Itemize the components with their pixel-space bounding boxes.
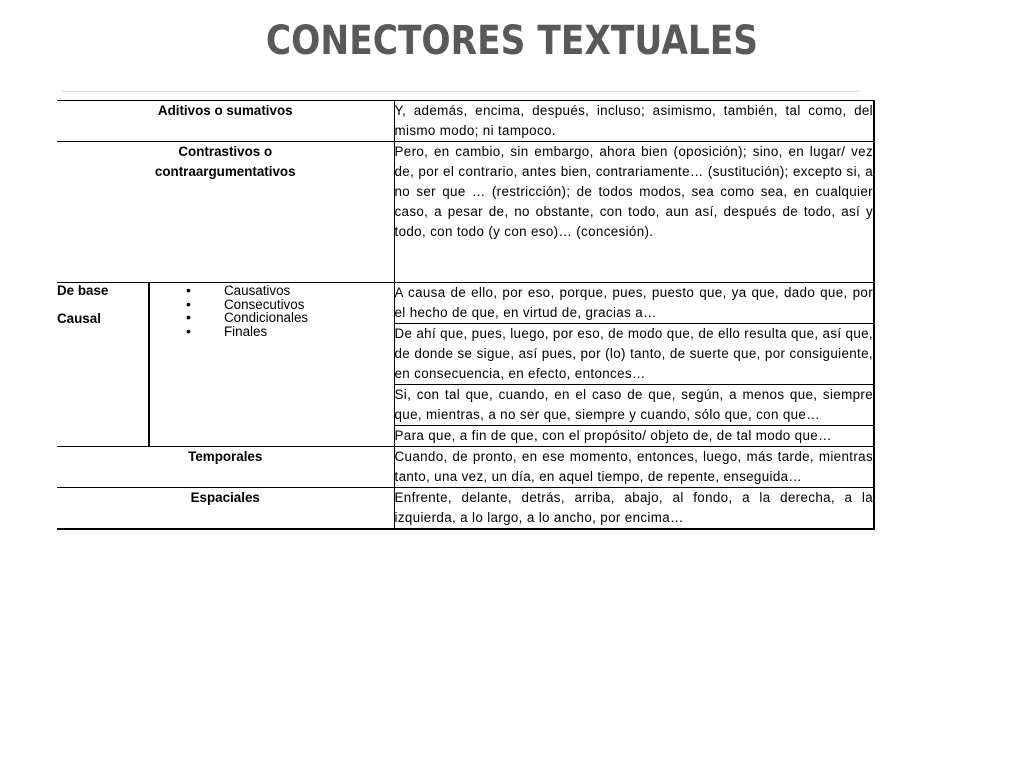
category-cell [57, 488, 394, 530]
category-label-line1: Contrastivos o [178, 144, 273, 159]
connectors-cell: Para que, a fin de que, con el propósito/ objeto de, de tal modo que… [394, 426, 874, 447]
causal-category-cell [57, 283, 149, 447]
category-label-line2: contraargumentativos [154, 164, 296, 179]
category-label: Aditivos o sumativos [157, 103, 293, 118]
list-item: • Causativos [186, 284, 394, 298]
table-row-espaciales [57, 488, 874, 530]
connectors-cell: Si, con tal que, cuando, en el caso de que, según, a menos que, siempre que, mientras, a no ser que, siempre y cuando, sólo que, con que… [394, 385, 874, 426]
list-item: • Consecutivos [186, 298, 394, 312]
table-row-contrastivos [57, 142, 874, 283]
connectors-cell: Pero, en cambio, sin embargo, ahora bien (oposición); sino, en lugar/ vez de, por el contrario, antes bien, contrariamente… (sustitución); excepto si, a no ser que … (restricción); de todos modos, sea como sea, en cualquier caso, a pesar de, no obstante, con todo, aun así, después de todo, así y todo, con todo (y con eso)… (concesión). [394, 142, 874, 283]
connectors-cell: Enfrente, delante, detrás, arriba, abajo, al fondo, a la derecha, a la izquierda, a lo largo, a lo ancho, por encima… [394, 488, 874, 530]
category-label-line1: De base [57, 283, 109, 298]
connectors-cell: De ahí que, pues, luego, por eso, de modo que, de ello resulta que, así que, de donde se sigue, así pues, por (lo) tanto, de suerte que, por consiguiente, en consecuencia, en efecto, entonces… [394, 324, 874, 385]
table-row-temporales [57, 447, 874, 488]
causal-types-list [150, 284, 394, 338]
table-row-causativos [57, 283, 874, 324]
category-label: Temporales [188, 449, 263, 464]
list-item: • Condicionales [186, 311, 394, 325]
connectors-cell: A causa de ello, por eso, porque, pues, puesto que, ya que, dado que, por el hecho de que, en virtud de, gracias a… [394, 283, 874, 324]
category-cell [57, 101, 394, 142]
connectors-cell: Cuando, de pronto, en ese momento, entonces, luego, más tarde, mientras tanto, una vez, un día, en aquel tiempo, de repente, enseguida… [394, 447, 874, 488]
list-item: • Finales [186, 325, 394, 339]
page-title: CONECTORES TEXTUALES [265, 18, 759, 64]
category-label-line2: Causal [57, 311, 101, 326]
category-cell [57, 447, 394, 488]
category-cell [57, 142, 394, 283]
connectors-table [57, 100, 875, 530]
category-label: Espaciales [190, 490, 260, 505]
causal-types-cell [149, 283, 394, 447]
connectors-cell: Y, además, encima, después, incluso; asimismo, también, tal como, del mismo modo; ni tampoco. [394, 101, 874, 142]
table-row-aditivos [57, 101, 874, 142]
title-divider [62, 91, 860, 92]
